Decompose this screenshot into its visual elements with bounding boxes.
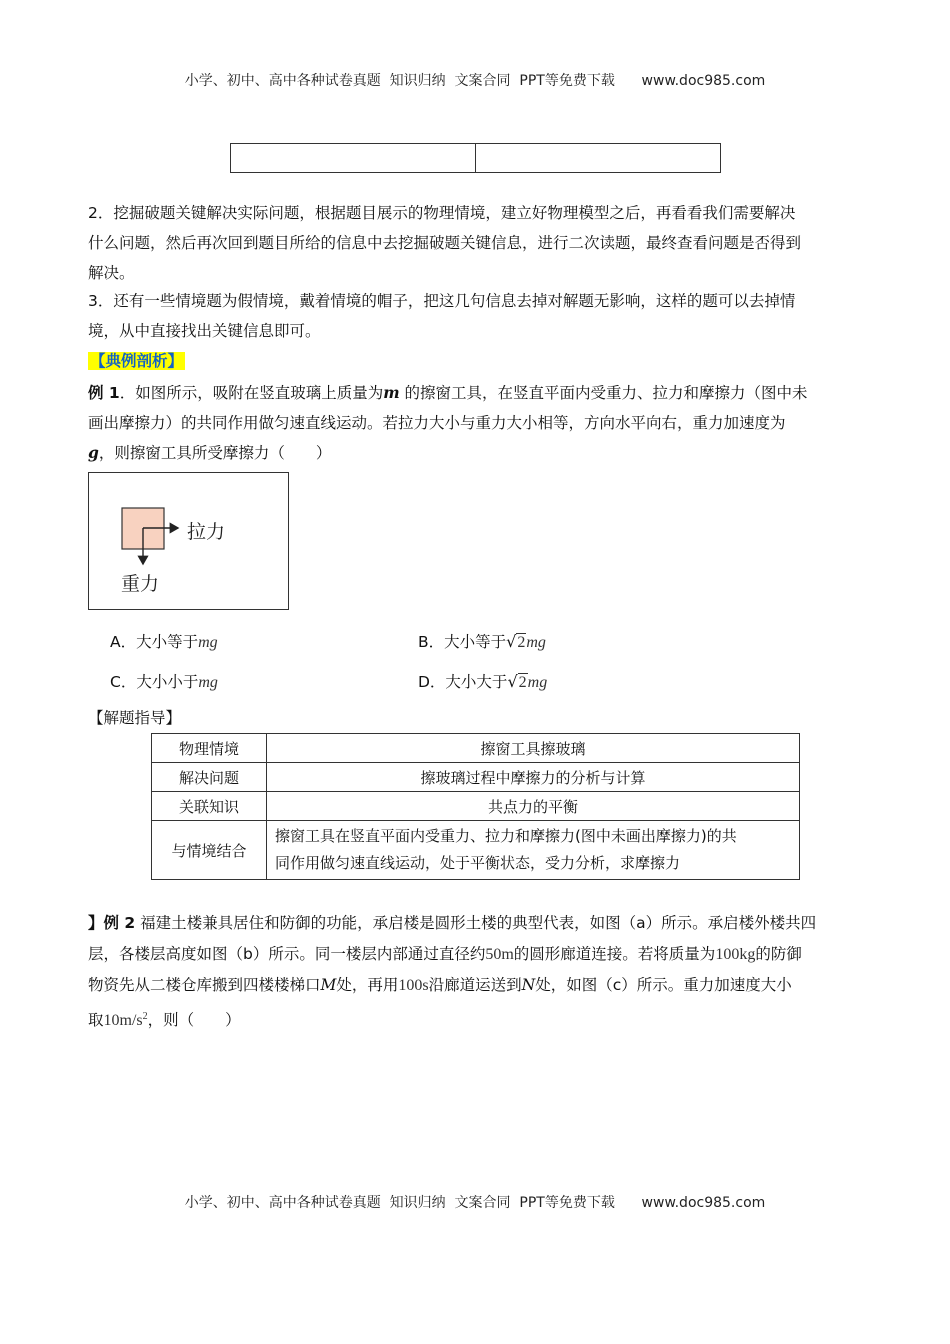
variable-N: N xyxy=(521,976,536,994)
table-cell-value: 擦窗工具擦玻璃 xyxy=(267,734,800,763)
exponent: 2 xyxy=(142,1011,148,1022)
text-line xyxy=(88,908,863,939)
text-span: 处，如图（c）所示。重力加速度大小 xyxy=(535,976,792,994)
option-d-text: D．大小大于 xyxy=(418,673,508,691)
paragraph-3 xyxy=(88,286,863,346)
text-span: 物资先从二楼仓库搬到四楼楼梯口 xyxy=(88,976,321,994)
sqrt-expression xyxy=(506,632,526,652)
top-table-fragment xyxy=(230,143,721,173)
table-cell-label: 与情境结合 xyxy=(152,821,267,880)
variable-m: m xyxy=(383,383,400,402)
text-span: ，则擦窗工具所受摩擦力（ ） xyxy=(98,444,332,462)
text-span: 福建土楼兼具居住和防御的功能，承启楼是圆形土楼的典型代表，如图（a）所示。承启楼外楼共四 xyxy=(135,914,817,932)
example-2 xyxy=(88,908,863,1036)
text-line xyxy=(88,438,863,468)
force-diagram xyxy=(88,472,289,610)
option-a xyxy=(110,630,218,652)
table-cell-value xyxy=(267,821,800,880)
mass-value: 100kg xyxy=(715,946,756,963)
text-line: 2．挖掘破题关键解决实际问题，根据题目展示的物理情境，建立好物理模型之后，再看看我们需要解决 xyxy=(88,204,796,222)
pull-force-label: 拉力 xyxy=(187,521,226,543)
text-line xyxy=(88,939,863,970)
text-line: 3．还有一些情境题为假情境，戴着情境的帽子，把这几句信息去掉对解题无影响，这样的题可以去掉情 xyxy=(88,292,796,310)
table-cell-label: 解决问题 xyxy=(152,763,267,792)
time-value: 100s xyxy=(398,977,429,994)
guide-title: 【解题指导】 xyxy=(88,709,182,727)
page-footer: 小学、初中、高中各种试卷真题 知识归纳 文案合同 PPT等免费下载 www.doc985.com xyxy=(184,1195,766,1211)
variable-g: g xyxy=(88,443,99,462)
table-row xyxy=(152,763,800,792)
text-line xyxy=(88,970,863,1001)
table-cell-label: 物理情境 xyxy=(152,734,267,763)
text-span: 取 xyxy=(88,1011,104,1030)
gravity-label: 重力 xyxy=(121,573,160,595)
example-label: 】例 2 xyxy=(88,914,136,932)
table-cell xyxy=(231,144,476,173)
table-row xyxy=(152,821,800,880)
math-mg: mg xyxy=(527,674,548,691)
text-line: 境，从中直接找出关键信息即可。 xyxy=(88,322,321,340)
text-span: 处，再用 xyxy=(336,976,399,994)
diameter-value: 50m xyxy=(485,946,514,963)
table-cell xyxy=(476,144,721,173)
math-mg: mg xyxy=(198,634,218,651)
math-mg: mg xyxy=(526,634,546,651)
text-span: 的擦窗工具，在竖直平面内受重力、拉力和摩擦力（图中未 xyxy=(399,384,808,402)
sqrt-radical: √ xyxy=(507,672,518,691)
option-a-text: A．大小等于 xyxy=(110,633,199,651)
text-line xyxy=(88,378,863,408)
text-span: ，则（ ） xyxy=(147,1011,241,1030)
table-cell-label: 关联知识 xyxy=(152,792,267,821)
sqrt-expression xyxy=(507,672,527,692)
option-d xyxy=(418,670,547,692)
text-line: 解决。 xyxy=(88,264,135,282)
paragraph-2 xyxy=(88,198,863,288)
sqrt-argument: 2 xyxy=(518,674,527,691)
acceleration-value: 10m/s xyxy=(103,1012,143,1030)
option-b-text: B．大小等于 xyxy=(418,633,507,651)
sqrt-radical: √ xyxy=(506,632,517,651)
text-span: 的圆形廊道连接。若将质量为 xyxy=(513,945,716,963)
example-1 xyxy=(88,378,863,468)
table-cell-value: 擦玻璃过程中摩擦力的分析与计算 xyxy=(267,763,800,792)
example-label: 例 1 xyxy=(88,384,120,402)
text-line: 什么问题，然后再次回到题目所给的信息中去挖掘破题关键信息，进行二次读题，最终查看问题是否得到 xyxy=(88,234,802,252)
table-row xyxy=(231,144,721,173)
text-span: ．如图所示，吸附在竖直玻璃上质量为 xyxy=(119,384,384,402)
table-row xyxy=(152,734,800,763)
text-span: 层，各楼层高度如图（b）所示。同一楼层内部通过直径约 xyxy=(88,945,486,963)
option-c xyxy=(110,670,218,692)
section-title-text: 【典例剖析】 xyxy=(90,352,184,370)
variable-M: M xyxy=(320,976,337,994)
text-span: 沿廊道运送到 xyxy=(428,976,522,994)
section-title xyxy=(88,346,863,376)
guide-table xyxy=(151,733,800,880)
text-line: 同作用做匀速直线运动，处于平衡状态，受力分析，求摩擦力 xyxy=(275,854,681,872)
text-line: 画出摩擦力）的共同作用做匀速直线运动。若拉力大小与重力大小相等，方向水平向右，重力加速度为 xyxy=(88,414,786,432)
table-cell-value: 共点力的平衡 xyxy=(267,792,800,821)
sqrt-argument: 2 xyxy=(517,634,526,651)
math-mg: mg xyxy=(198,674,218,691)
text-line: 擦窗工具在竖直平面内受重力、拉力和摩擦力(图中未画出摩擦力)的共 xyxy=(275,827,737,845)
option-c-text: C．大小小于 xyxy=(110,673,199,691)
text-line xyxy=(88,1001,863,1036)
page-header: 小学、初中、高中各种试卷真题 知识归纳 文案合同 PPT等免费下载 www.doc985.com xyxy=(184,73,766,89)
text-span: 的防御 xyxy=(755,945,802,963)
option-b xyxy=(418,630,546,652)
table-row xyxy=(152,792,800,821)
